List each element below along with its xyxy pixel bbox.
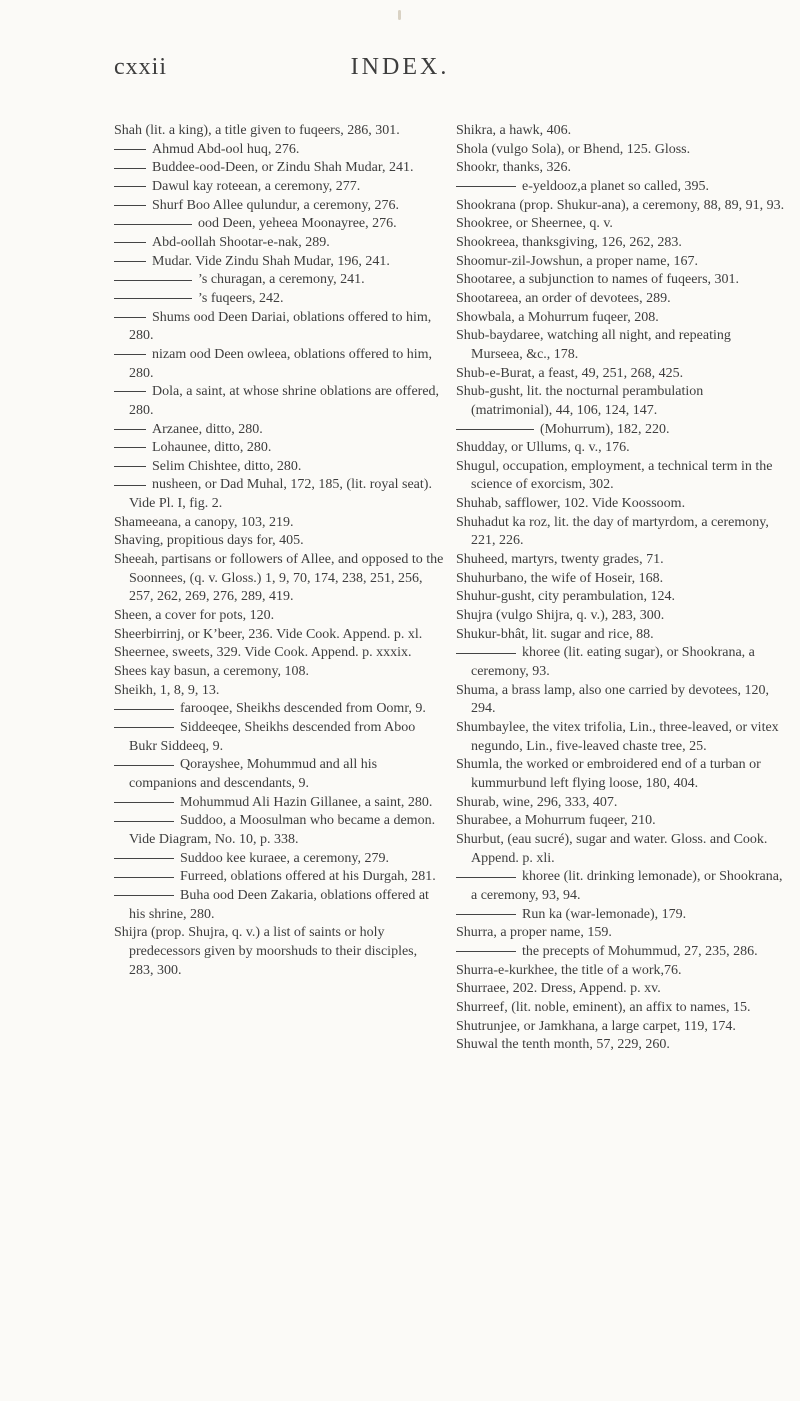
entry-text: Shurraee, 202. Dress, Append. p. xv. — [456, 981, 661, 997]
index-entry — [456, 178, 786, 197]
index-entry — [456, 365, 786, 384]
index-entry — [456, 309, 786, 328]
index-entry — [456, 122, 786, 141]
entry-text: Shees kay basun, a ceremony, 108. — [114, 664, 310, 680]
entry-text: Shumbaylee, the vitex trifolia, Lin., three-leaved, or vitex negundo, Lin., five-leaved chaste tree, 25. — [456, 720, 779, 754]
entry-text: Shookreea, thanksgiving, 126, 262, 283. — [456, 234, 682, 250]
index-entry — [456, 234, 786, 253]
entry-text: Shuhurbano, the wife of Hoseir, 168. — [456, 570, 664, 586]
entry-text: Shurra, a proper name, 159. — [456, 925, 612, 941]
entry-text: Shuhadut ka roz, lit. the day of martyrdom, a ceremony, 221, 226. — [456, 514, 769, 549]
ditto-dash — [114, 447, 146, 448]
ditto-dash — [114, 391, 146, 392]
ditto-dash — [114, 168, 146, 169]
entry-text: Shookr, thanks, 326. — [456, 160, 571, 176]
entry-text: Shuma, a brass lamp, also one carried by devotees, 120, 294. — [456, 682, 769, 717]
entry-text: Shookrana (prop. Shukur-ana), a ceremony, 88, 89, 91, 93. — [456, 197, 785, 213]
index-entry — [456, 327, 786, 364]
ditto-dash — [456, 429, 534, 430]
ditto-dash — [114, 485, 146, 486]
index-entry — [456, 756, 786, 793]
entry-text: Shurabee, a Mohurrum fuqeer, 210. — [456, 813, 656, 829]
entry-text: Shaving, propitious days for, 405. — [114, 533, 304, 549]
ditto-dash — [456, 877, 516, 878]
entry-text: ood Deen, yeheea Moonayree, 276. — [198, 216, 397, 232]
page-number: cxxii — [114, 54, 167, 80]
entry-text: ’s churagan, a ceremony, 241. — [198, 272, 365, 288]
index-entry — [114, 271, 444, 290]
entry-text: Furreed, oblations offered at his Durgah, 281. — [180, 869, 436, 885]
index-entry — [114, 290, 444, 309]
entry-text: Shujra (vulgo Shijra, q. v.), 283, 300. — [456, 608, 665, 624]
index-entry — [114, 850, 444, 869]
index-entry — [456, 588, 786, 607]
index-entry — [456, 271, 786, 290]
ditto-dash — [114, 261, 146, 262]
entry-text: Shukur-bhât, lit. sugar and rice, 88. — [456, 626, 654, 642]
index-entry — [114, 309, 444, 346]
index-entry — [114, 383, 444, 420]
index-entry — [114, 607, 444, 626]
ditto-dash — [114, 224, 192, 225]
left-column — [114, 122, 444, 980]
entry-text: Run ka (war-lemonade), 179. — [522, 906, 687, 922]
ditto-dash — [456, 951, 516, 952]
entry-text: the precepts of Mohummud, 27, 235, 286. — [522, 943, 758, 959]
entry-text: Lohaunee, ditto, 280. — [152, 440, 272, 456]
index-entry — [456, 458, 786, 495]
index-entry — [456, 812, 786, 831]
ditto-dash — [114, 354, 146, 355]
entry-text: Sheeah, partisans or followers of Allee, and opposed to the Soonnees, (q. v. Gloss.) 1, 9, 70, 174, 238, 251, 256, 257, 262, 269, 276, 289, 419. — [114, 552, 444, 605]
index-entry — [114, 141, 444, 160]
index-entry — [456, 719, 786, 756]
entry-text: ’s fuqeers, 242. — [198, 290, 284, 306]
entry-text: Shuheed, martyrs, twenty grades, 71. — [456, 552, 664, 568]
entry-text: Arzanee, ditto, 280. — [152, 421, 263, 437]
index-entry — [456, 794, 786, 813]
ditto-dash — [114, 877, 174, 878]
entry-text: Sheernee, sweets, 329. Vide Cook. Append. p. xxxix. — [114, 645, 412, 661]
ditto-dash — [114, 280, 192, 281]
ditto-dash — [456, 186, 516, 187]
entry-text: Selim Chishtee, ditto, 280. — [152, 458, 302, 474]
entry-text: Sheikh, 1, 8, 9, 13. — [114, 682, 220, 698]
index-entry — [114, 626, 444, 645]
ditto-dash — [456, 914, 516, 915]
ditto-dash — [114, 149, 146, 150]
entry-text: Shudday, or Ullums, q. v., 176. — [456, 440, 630, 456]
entry-text: Shurreef, (lit. noble, eminent), an affix to names, 15. — [456, 999, 751, 1015]
index-entry — [456, 906, 786, 925]
page-header — [0, 54, 800, 84]
index-entry — [114, 644, 444, 663]
index-entry — [114, 476, 444, 513]
entry-text: Shurbut, (eau sucré), sugar and water. Gloss. and Cook. Append. p. xli. — [456, 831, 768, 866]
index-entry — [456, 962, 786, 981]
ditto-dash — [114, 242, 146, 243]
entry-text: Shurab, wine, 296, 333, 407. — [456, 794, 618, 810]
entry-text: Shurra-e-kurkhee, the title of a work,76. — [456, 962, 682, 978]
entry-text: Showbala, a Mohurrum fuqeer, 208. — [456, 309, 659, 325]
index-entry — [456, 215, 786, 234]
entry-text: Suddoo, a Moosulman who became a demon. Vide Diagram, No. 10, p. 338. — [129, 813, 436, 847]
index-entry — [456, 644, 786, 681]
entry-text: nusheen, or Dad Muhal, 172, 185, (lit. royal seat). Vide Pl. I, fig. 2. — [129, 477, 432, 512]
ditto-dash — [456, 653, 516, 654]
entry-text: (Mohurrum), 182, 220. — [540, 421, 670, 437]
index-entry — [114, 532, 444, 551]
entry-text: Shah (lit. a king), a title given to fuqeers, 286, 301. — [114, 123, 400, 138]
entry-text: Shub-baydaree, watching all night, and repeating Murseea, &c., 178. — [456, 328, 731, 362]
entry-text: Shuhur-gusht, city perambulation, 124. — [456, 589, 676, 605]
ditto-dash — [114, 466, 146, 467]
index-entry — [456, 421, 786, 440]
entry-text: e-yeldooz,a planet so called, 395. — [522, 178, 709, 194]
entry-text: Shub-gusht, lit. the nocturnal perambulation (matrimonial), 44, 106, 124, 147. — [456, 384, 704, 418]
entry-text: Shootareea, an order of devotees, 289. — [456, 290, 671, 306]
entry-text: Shikra, a hawk, 406. — [456, 123, 572, 138]
index-entry — [456, 439, 786, 458]
entry-text: khoree (lit. eating sugar), or Shookrana, a ceremony, 93. — [471, 645, 755, 680]
index-entry — [456, 682, 786, 719]
ditto-dash — [114, 895, 174, 896]
index-entry — [114, 812, 444, 849]
index-entry — [114, 122, 444, 141]
ditto-dash — [114, 765, 174, 766]
entry-text: Shoomur-zil-Jowshun, a proper name, 167. — [456, 253, 698, 269]
index-entry — [456, 290, 786, 309]
ditto-dash — [114, 709, 174, 710]
entry-text: Shugul, occupation, employment, a technical term in the science of exorcism, 302. — [456, 458, 773, 493]
index-entry — [456, 253, 786, 272]
index-entry — [456, 868, 786, 905]
index-entry — [456, 495, 786, 514]
entry-text: Qorayshee, Mohummud and all his companions and descendants, 9. — [129, 757, 378, 791]
entry-text: Shutrunjee, or Jamkhana, a large carpet, 119, 174. — [456, 1018, 736, 1034]
entry-text: Suddoo kee kuraee, a ceremony, 279. — [180, 850, 390, 866]
entry-text: Shola (vulgo Sola), or Bhend, 125. Gloss. — [456, 141, 691, 157]
index-entry — [114, 868, 444, 887]
index-entry — [114, 700, 444, 719]
running-title: INDEX. — [350, 54, 450, 80]
index-entry — [456, 607, 786, 626]
index-entry — [456, 980, 786, 999]
entry-text: khoree (lit. drinking lemonade), or Shookrana, a ceremony, 93, 94. — [471, 869, 783, 903]
entry-text: Buha ood Deen Zakaria, oblations offered at his shrine, 280. — [129, 887, 429, 922]
ditto-dash — [114, 205, 146, 206]
index-entry — [456, 831, 786, 868]
index-entry — [114, 159, 444, 178]
index-entry — [114, 234, 444, 253]
index-entry — [114, 514, 444, 533]
index-entry — [456, 383, 786, 420]
index-entry — [114, 924, 444, 980]
index-entry — [114, 719, 444, 756]
index-entry — [456, 626, 786, 645]
index-entry — [114, 682, 444, 701]
entry-text: Mudar. Vide Zindu Shah Mudar, 196, 241. — [152, 253, 390, 269]
index-entry — [114, 421, 444, 440]
ditto-dash — [114, 802, 174, 803]
right-column — [456, 122, 786, 1055]
entry-text: Ahmud Abd-ool huq, 276. — [152, 141, 300, 157]
index-entry — [114, 458, 444, 477]
index-entry — [114, 663, 444, 682]
index-entry — [114, 756, 444, 793]
ditto-dash — [114, 298, 192, 299]
entry-text: Sheerbirrinj, or K’beer, 236. Vide Cook. Append. p. xl. — [114, 626, 423, 642]
index-entry — [456, 159, 786, 178]
margin-mark — [398, 10, 401, 20]
index-entry — [456, 1036, 786, 1055]
index-entry — [114, 253, 444, 272]
index-entry — [456, 197, 786, 216]
entry-text: nizam ood Deen owleea, oblations offered to him, 280. — [129, 346, 433, 381]
ditto-dash — [114, 727, 174, 728]
index-entry — [456, 943, 786, 962]
index-entry — [114, 346, 444, 383]
index-entry — [114, 439, 444, 458]
entry-text: Shurf Boo Allee qulundur, a ceremony, 276. — [152, 197, 399, 213]
entry-text: Shijra (prop. Shujra, q. v.) a list of saints or holy predecessors given by moorshuds to their disciples, 283, 300. — [114, 925, 418, 978]
entry-text: Shums ood Deen Dariai, oblations offered to him, 280. — [129, 309, 432, 344]
entry-text: Shootaree, a subjunction to names of fuqeers, 301. — [456, 272, 740, 288]
entry-text: Shumla, the worked or embroidered end of a turban or kummurbund left flying loose, 180, 404. — [456, 757, 761, 791]
ditto-dash — [114, 186, 146, 187]
entry-text: Shookree, or Sheernee, q. v. — [456, 216, 613, 232]
entry-text: Siddeeqee, Sheikhs descended from Aboo Bukr Siddeeq, 9. — [129, 720, 416, 754]
index-entry — [456, 1018, 786, 1037]
index-entry — [456, 570, 786, 589]
index-entry — [114, 178, 444, 197]
index-entry — [114, 197, 444, 216]
index-entry — [456, 924, 786, 943]
entry-text: Shuwal the tenth month, 57, 229, 260. — [456, 1037, 670, 1053]
entry-text: Dola, a saint, at whose shrine oblations are offered, 280. — [129, 384, 440, 418]
index-entry — [456, 551, 786, 570]
entry-text: farooqee, Sheikhs descended from Oomr, 9. — [180, 701, 426, 717]
entry-text: Mohummud Ali Hazin Gillanee, a saint, 280. — [180, 794, 433, 810]
entry-text: Buddee-ood-Deen, or Zindu Shah Mudar, 241. — [152, 160, 414, 176]
entry-text: Shuhab, safflower, 102. Vide Koossoom. — [456, 496, 686, 512]
index-entry — [114, 215, 444, 234]
entry-text: Abd-oollah Shootar-e-nak, 289. — [152, 234, 330, 250]
ditto-dash — [114, 858, 174, 859]
ditto-dash — [114, 821, 174, 822]
index-entry — [114, 794, 444, 813]
index-entry — [456, 999, 786, 1018]
index-entry — [456, 514, 786, 551]
entry-text: Dawul kay roteean, a ceremony, 277. — [152, 178, 361, 194]
ditto-dash — [114, 317, 146, 318]
entry-text: Shub-e-Burat, a feast, 49, 251, 268, 425. — [456, 365, 684, 381]
index-entry — [456, 141, 786, 160]
entry-text: Sheen, a cover for pots, 120. — [114, 608, 275, 624]
index-entry — [114, 551, 444, 607]
index-entry — [114, 887, 444, 924]
ditto-dash — [114, 429, 146, 430]
entry-text: Shameeana, a canopy, 103, 219. — [114, 514, 294, 530]
